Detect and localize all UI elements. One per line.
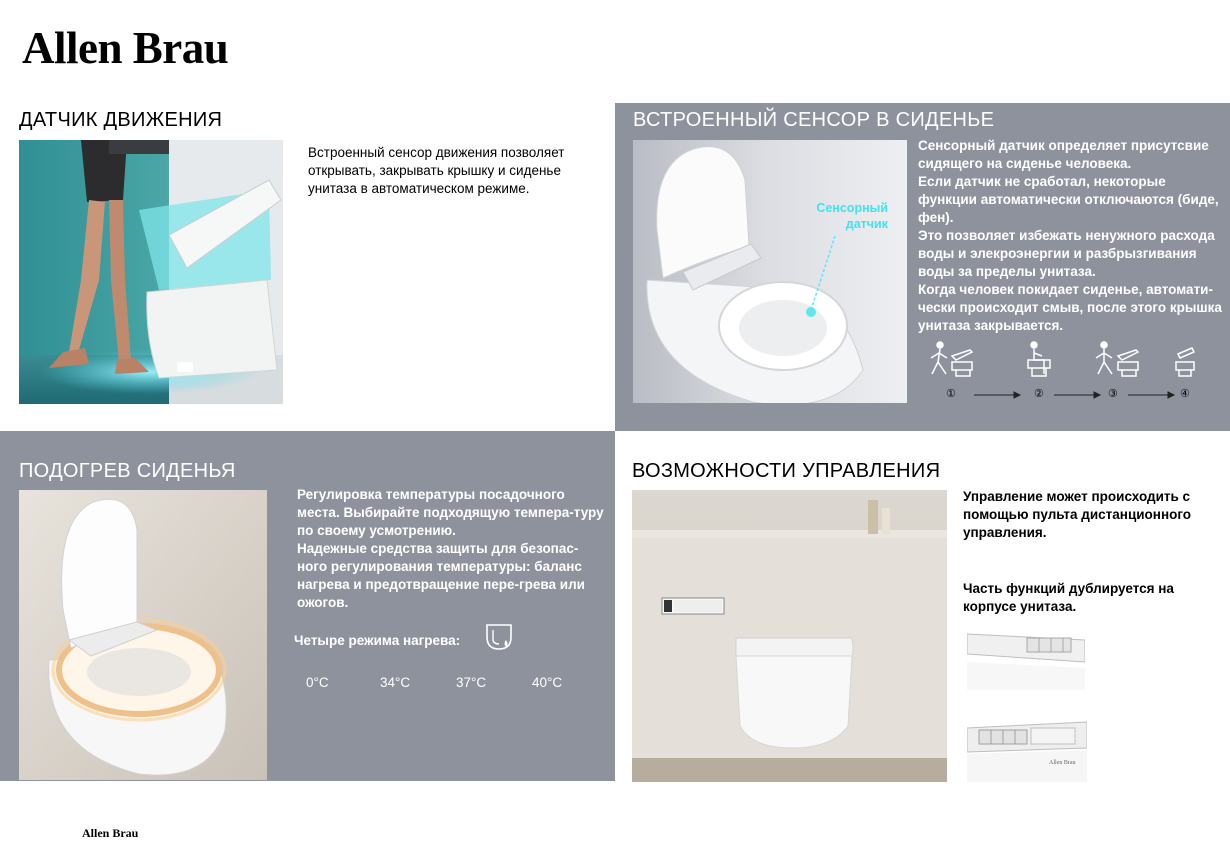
sensor-callout [780, 200, 888, 232]
footer-brand: Allen Brau [82, 826, 139, 840]
heating-photo [19, 490, 267, 780]
toilet-panel-photo-1 [967, 632, 1085, 690]
heating-paragraph: Надежные средства защиты для безопас-ного регулирования температуры: баланс нагрева и предотвращение пере-грева или ожогов. [297, 541, 585, 610]
sensor-callout-line2: датчик [845, 217, 888, 231]
seat-sensor-paragraph: Если датчик не сработал, некоторые функции автоматически отключаются (биде, фен). [918, 174, 1219, 225]
motion-photo [19, 140, 283, 404]
temperature-option: 34°C [380, 675, 411, 690]
motion-text: Встроенный сенсор движения позволяет открывать, закрывать крышку и сиденье унитаза в автоматическом режиме. [308, 145, 565, 196]
step-number: ④ [1180, 388, 1190, 400]
motion-title: ДАТЧИК ДВИЖЕНИЯ [19, 109, 223, 131]
person-approach-icon [931, 342, 972, 376]
temperature-option: 40°C [532, 675, 563, 690]
seat-sensor-text [918, 137, 1223, 335]
person-seated-icon [1028, 342, 1050, 376]
step-number: ① [946, 388, 956, 400]
heating-modes-label: Четыре режима нагрева: [294, 633, 461, 648]
step-number: ② [1034, 388, 1044, 400]
seat-sensor-paragraph: Когда человек покидает сиденье, автомати-чески происходит смыв, после этого крышка унитаза закрывается. [918, 282, 1222, 333]
heating-paragraph: Регулировка температуры посадочного места. Выбирайте подходящую темпера-туру по своему усмотрению. [297, 487, 604, 538]
toilet-closed-icon [1176, 348, 1194, 376]
heating-icon [484, 622, 516, 657]
heating-title: ПОДОГРЕВ СИДЕНЬЯ [19, 460, 236, 482]
sensor-callout-line1: Сенсорный [816, 201, 888, 215]
seat-sensor-paragraph: Сенсорный датчик определяет присутсвие сидящего на сиденье человека. [918, 138, 1209, 171]
control-text-2: Часть функций дублируется на корпусе унитаза. [963, 581, 1174, 614]
step-number: ③ [1108, 388, 1118, 400]
seat-sensor-title: ВСТРОЕННЫЙ СЕНСОР В СИДЕНЬЕ [633, 109, 995, 131]
panel-brand-mark: Allen Brau [1049, 760, 1076, 766]
heating-temperatures [306, 675, 576, 693]
control-text-1: Управление может происходить с помощью пульта дистанционного управления. [963, 489, 1192, 540]
seat-sensor-paragraph: Это позволяет избежать ненужного расхода воды и элекроэнергии и разбрызгивания воды за пределы унитаза. [918, 228, 1215, 279]
seat-sensor-photo [633, 140, 907, 403]
heating-text [297, 486, 607, 612]
control-title: ВОЗМОЖНОСТИ УПРАВЛЕНИЯ [632, 460, 941, 482]
brand-logo: Allen Brau [22, 23, 229, 73]
temperature-option: 0°C [306, 675, 329, 690]
control-photo [632, 490, 947, 782]
person-leave-icon [1096, 342, 1138, 376]
seat-sensor-steps [922, 340, 1200, 402]
toilet-panel-photo-2 [967, 720, 1087, 782]
temperature-option: 37°C [456, 675, 487, 690]
